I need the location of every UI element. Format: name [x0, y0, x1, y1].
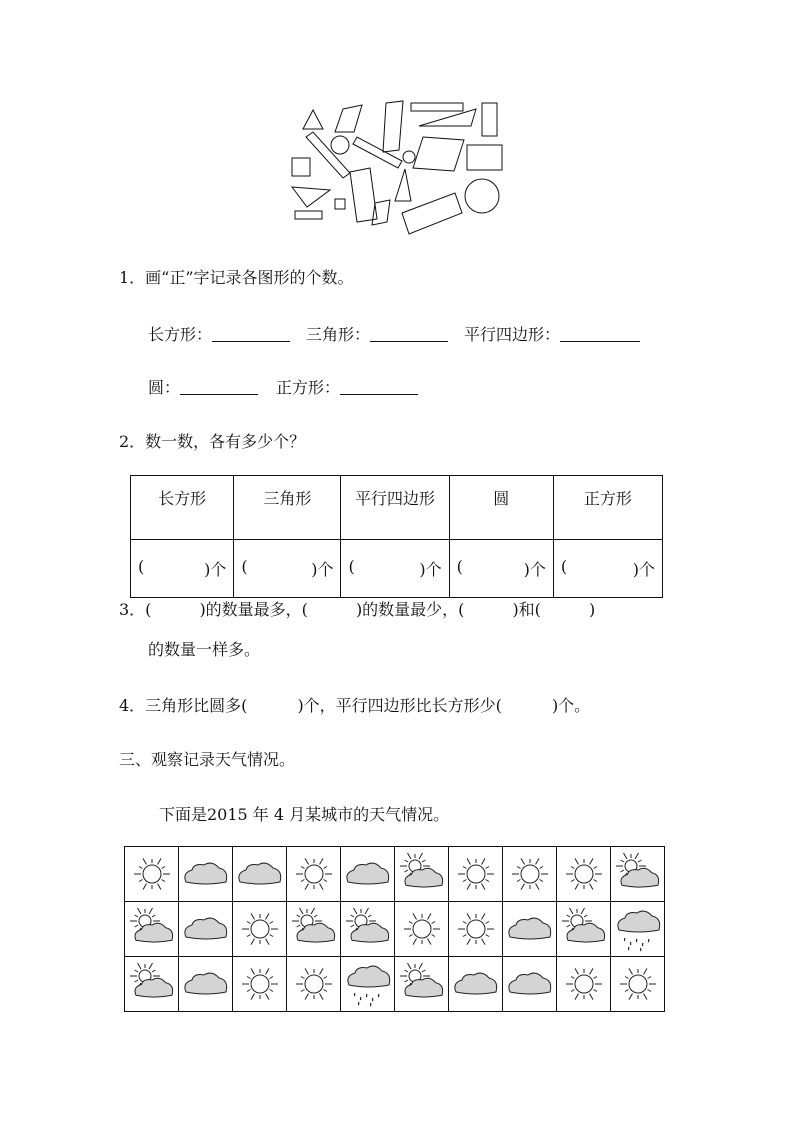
rectangle-tally-blank[interactable]	[212, 325, 290, 342]
square-shape	[292, 158, 310, 176]
weather-cell	[125, 957, 179, 1012]
q1-row-2	[148, 378, 418, 398]
weather-cell	[233, 847, 287, 902]
cloud-icon	[505, 960, 555, 1008]
square-tally-blank[interactable]	[340, 378, 418, 395]
weather-cell	[287, 957, 341, 1012]
weather-cell	[287, 902, 341, 957]
partly-cloudy-icon	[127, 960, 177, 1008]
rectangle-shape	[295, 211, 322, 219]
weather-cell	[449, 902, 503, 957]
answer-cell-rectangle[interactable]	[131, 540, 234, 598]
sun-icon	[505, 850, 555, 898]
rectangle-label: 长方形：	[148, 325, 213, 344]
parallelogram-shape	[413, 137, 464, 171]
q3-text-part: )和(	[512, 600, 541, 619]
answer-cell-circle[interactable]	[449, 540, 553, 598]
open-paren: (	[560, 557, 568, 576]
triangle-shape	[292, 187, 330, 207]
weather-cell	[287, 847, 341, 902]
partly-cloudy-icon	[289, 905, 339, 953]
parallelogram-label: 平行四边形：	[464, 325, 561, 344]
rain-icon	[613, 905, 663, 953]
rectangle-shape	[482, 103, 497, 136]
weather-cell	[611, 957, 665, 1012]
cloud-icon	[181, 850, 231, 898]
sun-icon	[289, 960, 339, 1008]
square-label: 正方形：	[276, 378, 341, 397]
weather-row	[125, 847, 665, 902]
weather-cell	[449, 847, 503, 902]
weather-cell	[503, 847, 557, 902]
sun-icon	[289, 850, 339, 898]
open-paren: (	[241, 557, 248, 576]
open-paren: (	[348, 557, 355, 576]
partly-cloudy-icon	[127, 905, 177, 953]
parallelogram-shape	[335, 105, 362, 132]
weather-cell	[395, 902, 449, 957]
weather-cell	[395, 957, 449, 1012]
sun-icon	[235, 905, 285, 953]
rectangle-shape	[372, 200, 390, 225]
section-3-intro: 下面是2015 年 4 月某城市的天气情况。	[159, 805, 450, 824]
circle-shape	[403, 151, 415, 163]
rectangle-shape	[383, 101, 403, 152]
rectangle-shape	[306, 132, 350, 178]
weather-cell	[503, 957, 557, 1012]
section-3-title: 三、观察记录天气情况。	[119, 750, 296, 769]
cloud-icon	[505, 905, 555, 953]
question-4	[119, 696, 590, 716]
triangle-shape	[303, 110, 323, 129]
weather-cell	[557, 957, 611, 1012]
sun-icon	[613, 960, 663, 1008]
count-table	[130, 475, 663, 598]
close-paren-unit: )个	[523, 560, 546, 579]
weather-cell	[125, 902, 179, 957]
partly-cloudy-icon	[343, 905, 393, 953]
q4-text-part: )个。	[551, 696, 591, 715]
question-3-line-2: 的数量一样多。	[148, 640, 261, 659]
rectangle-shape	[467, 145, 502, 170]
partly-cloudy-icon	[397, 850, 447, 898]
q3-text-part: )的数量最多，(	[199, 600, 308, 619]
weather-row	[125, 902, 665, 957]
sun-icon	[127, 850, 177, 898]
count-table-header-row	[131, 476, 663, 540]
circle-shape	[331, 136, 349, 154]
weather-cell	[557, 847, 611, 902]
partly-cloudy-icon	[613, 850, 663, 898]
header-square: 正方形	[553, 476, 662, 540]
shapes-picture	[285, 95, 510, 235]
weather-cell	[125, 847, 179, 902]
rectangle-shape	[411, 103, 463, 111]
question-3-line-1	[119, 600, 595, 620]
circle-shape	[465, 179, 499, 213]
rectangle-shape	[350, 168, 377, 222]
triangle-tally-blank[interactable]	[370, 325, 448, 342]
question-1: 1．画“正”字记录各图形的个数。	[119, 268, 354, 287]
q3-text-part: 3．(	[119, 600, 152, 619]
q1-row-1	[148, 325, 640, 345]
weather-cell	[395, 847, 449, 902]
weather-cell	[611, 847, 665, 902]
weather-cell	[611, 902, 665, 957]
cloud-icon	[181, 960, 231, 1008]
close-paren-unit: )个	[204, 560, 227, 579]
header-parallelogram: 平行四边形	[341, 476, 449, 540]
weather-cell	[557, 902, 611, 957]
weather-cell	[503, 902, 557, 957]
triangle-shape	[395, 169, 411, 201]
close-paren-unit: )个	[311, 560, 334, 579]
partly-cloudy-icon	[559, 905, 609, 953]
cloud-icon	[451, 960, 501, 1008]
partly-cloudy-icon	[397, 960, 447, 1008]
cloud-icon	[235, 850, 285, 898]
rectangle-shape	[353, 137, 402, 168]
header-rectangle: 长方形	[131, 476, 234, 540]
q3-text-part: )的数量最少，(	[355, 600, 465, 619]
weather-cell	[233, 902, 287, 957]
triangle-label: 三角形：	[306, 325, 371, 344]
question-2: 2．数一数，各有多少个？	[119, 432, 306, 451]
weather-cell	[179, 957, 233, 1012]
sun-icon	[235, 960, 285, 1008]
header-circle: 圆	[449, 476, 553, 540]
weather-table	[124, 846, 665, 1012]
weather-cell	[233, 957, 287, 1012]
header-triangle: 三角形	[234, 476, 341, 540]
circle-label: 圆：	[148, 378, 181, 397]
circle-tally-blank[interactable]	[180, 378, 258, 395]
sun-icon	[451, 905, 501, 953]
close-paren-unit: )个	[419, 560, 442, 579]
weather-cell	[341, 847, 395, 902]
weather-cell	[179, 902, 233, 957]
q4-text-part: 4．三角形比圆多(	[119, 696, 248, 715]
close-paren-unit: )个	[632, 560, 655, 579]
cloud-icon	[181, 905, 231, 953]
q3-text-part: )	[588, 600, 596, 619]
triangle-shape	[419, 109, 476, 126]
sun-icon	[559, 850, 609, 898]
square-shape	[335, 199, 345, 209]
weather-cell	[179, 847, 233, 902]
answer-cell-square[interactable]	[553, 540, 662, 598]
answer-cell-triangle[interactable]	[234, 540, 341, 598]
open-paren: (	[138, 557, 145, 576]
sun-icon	[451, 850, 501, 898]
weather-row	[125, 957, 665, 1012]
parallelogram-tally-blank[interactable]	[560, 325, 640, 342]
weather-cell	[341, 902, 395, 957]
rain-icon	[343, 960, 393, 1008]
sun-icon	[559, 960, 609, 1008]
cloud-icon	[343, 850, 393, 898]
sun-icon	[397, 905, 447, 953]
weather-cell	[449, 957, 503, 1012]
count-table-answer-row	[131, 540, 663, 598]
open-paren: (	[456, 557, 463, 576]
answer-cell-parallelogram[interactable]	[341, 540, 449, 598]
q4-text-part: )个，平行四边形比长方形少(	[297, 696, 502, 715]
weather-cell	[341, 957, 395, 1012]
